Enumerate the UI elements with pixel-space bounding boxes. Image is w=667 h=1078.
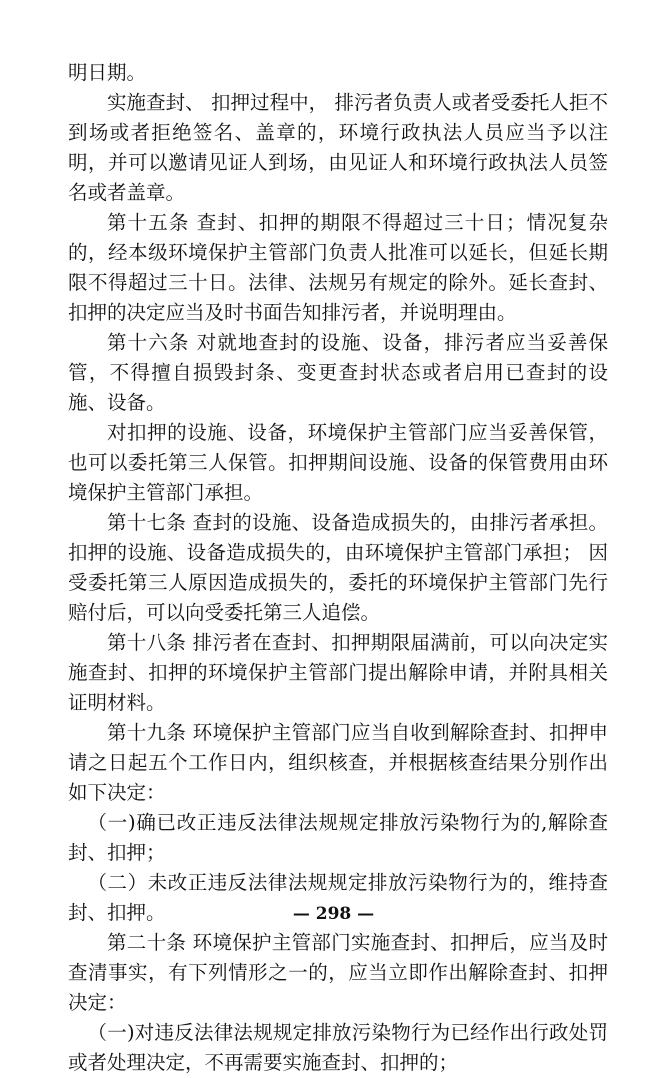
paragraph-signature-refusal: 实施查封、 扣押过程中， 排污者负责人或者受委托人拒不到场或者拒绝签名、盖章的，环境行政执法人员应当予以注明，并可以邀请见证人到场，由见证人和环境行政执法人员签名或者盖章。 — [68, 91, 608, 204]
article-20-item-1: （一)对违反法律法规规定排放污染物行为已经作出行政处罚或者处理决定，不再需要实施查封、扣押的； — [68, 1021, 608, 1074]
paragraph-continuation: 明日期。 — [68, 61, 147, 84]
article-16: 第十六条 对就地查封的设施、设备，排污者应当妥善保管，不得擅自损毁封条、变更查封状态或者启用已查封的设施、设备。 — [68, 331, 608, 414]
page-number: — 298 — — [292, 904, 375, 924]
article-18: 第十八条 排污者在查封、扣押期限届满前，可以向决定实施查封、扣押的环境保护主管部门提出解除申请，并附具相关证明材料。 — [68, 631, 608, 714]
article-19-item-1: （一)确已改正违反法律法规规定排放污染物行为的,解除查封、扣押； — [68, 811, 608, 864]
article-19: 第十九条 环境保护主管部门应当自收到解除查封、扣押申请之日起五个工作日内，组织核查，并根据核查结果分别作出如下决定： — [68, 721, 608, 804]
article-19-item-2: （二）未改正违反法律法规规定排放污染物行为的，维持查封、扣押。 — [68, 871, 608, 924]
paragraph-seized-custody: 对扣押的设施、设备，环境保护主管部门应当妥善保管，也可以委托第三人保管。扣押期间设施、设备的保管费用由环境保护主管部门承担。 — [68, 421, 608, 504]
article-17: 第十七条 查封的设施、设备造成损失的，由排污者承担。扣押的设施、设备造成损失的，由环境保护主管部门承担； 因受委托第三人原因造成损失的，委托的环境保护主管部门先行赔付后，可以向受委托第三人追偿。 — [68, 511, 608, 624]
article-20: 第二十条 环境保护主管部门实施查封、扣押后，应当及时查清事实，有下列情形之一的，应当立即作出解除查封、扣押决定： — [68, 931, 608, 1014]
article-15: 第十五条 查封、扣押的期限不得超过三十日；情况复杂的，经本级环境保护主管部门负责人批准可以延长，但延长期限不得超过三十日。法律、法规另有规定的除外。延长查封、扣押的决定应当及时书面告知排污者，并说明理由。 — [68, 211, 608, 324]
document-body — [68, 58, 608, 1078]
